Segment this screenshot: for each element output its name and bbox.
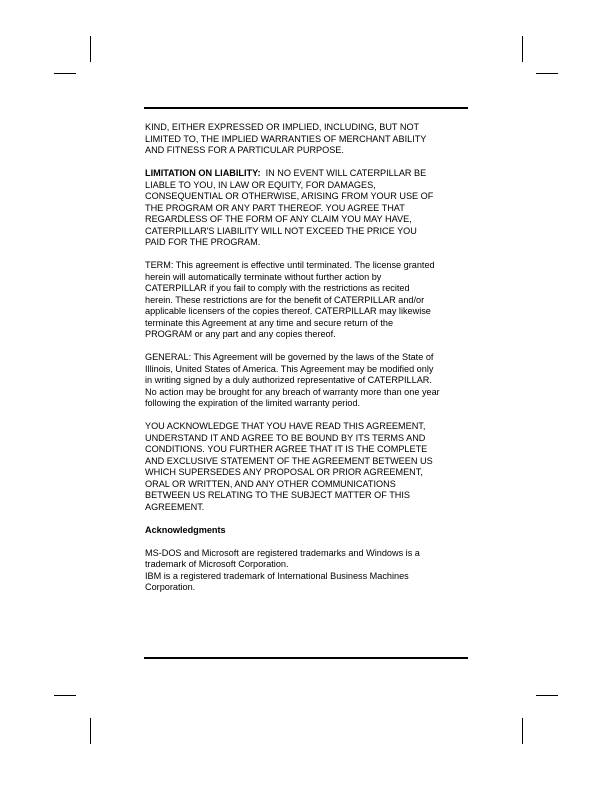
- text-line: [145, 168, 469, 180]
- text-line: AND FITNESS FOR A PARTICULAR PURPOSE.: [145, 145, 344, 155]
- text-line: YOU ACKNOWLEDGE THAT YOU HAVE READ THIS AGREEMENT,: [145, 421, 426, 431]
- crop-mark-bottom-right-horizontal: [536, 695, 558, 696]
- crop-mark-bottom-left-vertical: [90, 718, 91, 744]
- text-line: MS-DOS and Microsoft are registered trademarks and Windows is a: [145, 547, 420, 558]
- text-line: THE PROGRAM OR ANY PART THEREOF. YOU AGREE THAT: [145, 202, 405, 213]
- text-line: CONDITIONS. YOU FURTHER AGREE THAT IT IS THE COMPLETE: [145, 444, 428, 454]
- text-line: CATERPILLAR'S LIABILITY WILL NOT EXCEED THE PRICE YOU: [145, 225, 417, 236]
- crop-mark-top-left-vertical: [90, 36, 91, 62]
- crop-mark-top-left-horizontal: [54, 73, 76, 74]
- text-line: BETWEEN US RELATING TO THE SUBJECT MATTER OF THIS: [145, 490, 410, 500]
- text-line: trademark of Microsoft Corporation.: [145, 559, 289, 569]
- text-line: KIND, EITHER EXPRESSED OR IMPLIED, INCLUDING, BUT NOT: [145, 122, 420, 132]
- acknowledgments-heading: Acknowledgments: [145, 524, 226, 535]
- text-line: CATERPILLAR if you fail to comply with the restrictions as recited: [145, 283, 410, 293]
- term-paragraph: [145, 260, 469, 341]
- text-line: REGARDLESS OF THE FORM OF ANY CLAIM YOU MAY HAVE,: [145, 214, 412, 224]
- text-line: LIABLE TO YOU, IN LAW OR EQUITY, FOR DAMAGES,: [145, 179, 376, 190]
- crop-mark-bottom-right-vertical: [522, 718, 523, 744]
- top-rule: [144, 107, 468, 109]
- text-line: PROGRAM or any part and any copies thereof.: [145, 329, 336, 339]
- general-paragraph: [145, 352, 469, 410]
- text-line: WHICH SUPERSEDES ANY PROPOSAL OR PRIOR AGREEMENT,: [145, 467, 423, 477]
- text-line: LIMITED TO, THE IMPLIED WARRANTIES OF MERCHANT ABILITY: [145, 133, 427, 144]
- text-line: in writing signed by a duly authorized representative of CATERPILLAR.: [145, 375, 432, 385]
- text-line: Corporation.: [145, 582, 196, 592]
- text-line: TERM: This agreement is effective until terminated. The license granted: [145, 260, 435, 270]
- limitation-first-line: IN NO EVENT WILL CATERPILLAR BE: [260, 168, 427, 178]
- text-line: ORAL OR WRITTEN, AND ANY OTHER COMMUNICATIONS: [145, 478, 396, 489]
- text-line: herein will automatically terminate without further action by: [145, 271, 382, 282]
- text-line: No action may be brought for any breach of warranty more than one year: [145, 386, 440, 397]
- text-line: PAID FOR THE PROGRAM.: [145, 237, 261, 247]
- acknowledge-paragraph: [145, 421, 469, 513]
- acknowledgments-paragraph: [145, 548, 469, 594]
- text-line: Illinois, United States of America. This Agreement may be modified only: [145, 363, 434, 374]
- text-line: AND EXCLUSIVE STATEMENT OF THE AGREEMENT BETWEEN US: [145, 455, 433, 466]
- text-line: following the expiration of the limited warranty period.: [145, 398, 361, 408]
- text-line: UNDERSTAND IT AND AGREE TO BE BOUND BY ITS TERMS AND: [145, 432, 426, 443]
- limitation-paragraph: [145, 168, 469, 249]
- text-line: GENERAL: This Agreement will be governed by the laws of the State of: [145, 352, 434, 362]
- crop-mark-bottom-left-horizontal: [54, 695, 76, 696]
- limitation-label: LIMITATION ON LIABILITY:: [145, 168, 261, 178]
- text-line: AGREEMENT.: [145, 501, 205, 512]
- text-line: terminate this Agreement at any time and secure return of the: [145, 317, 394, 328]
- crop-mark-top-right-horizontal: [536, 73, 558, 74]
- text-line: CONSEQUENTIAL OR OTHERWISE, ARISING FROM YOUR USE OF: [145, 191, 434, 201]
- text-line: applicable licensers of the copies thereof. CATERPILLAR may likewise: [145, 306, 431, 316]
- text-line: herein. These restrictions are for the benefit of CATERPILLAR and/or: [145, 294, 425, 305]
- crop-mark-top-right-vertical: [522, 36, 523, 62]
- text-line: IBM is a registered trademark of International Business Machines: [145, 570, 409, 581]
- warranty-tail-paragraph: [145, 122, 469, 157]
- bottom-rule: [144, 657, 468, 659]
- document-body: [145, 122, 469, 594]
